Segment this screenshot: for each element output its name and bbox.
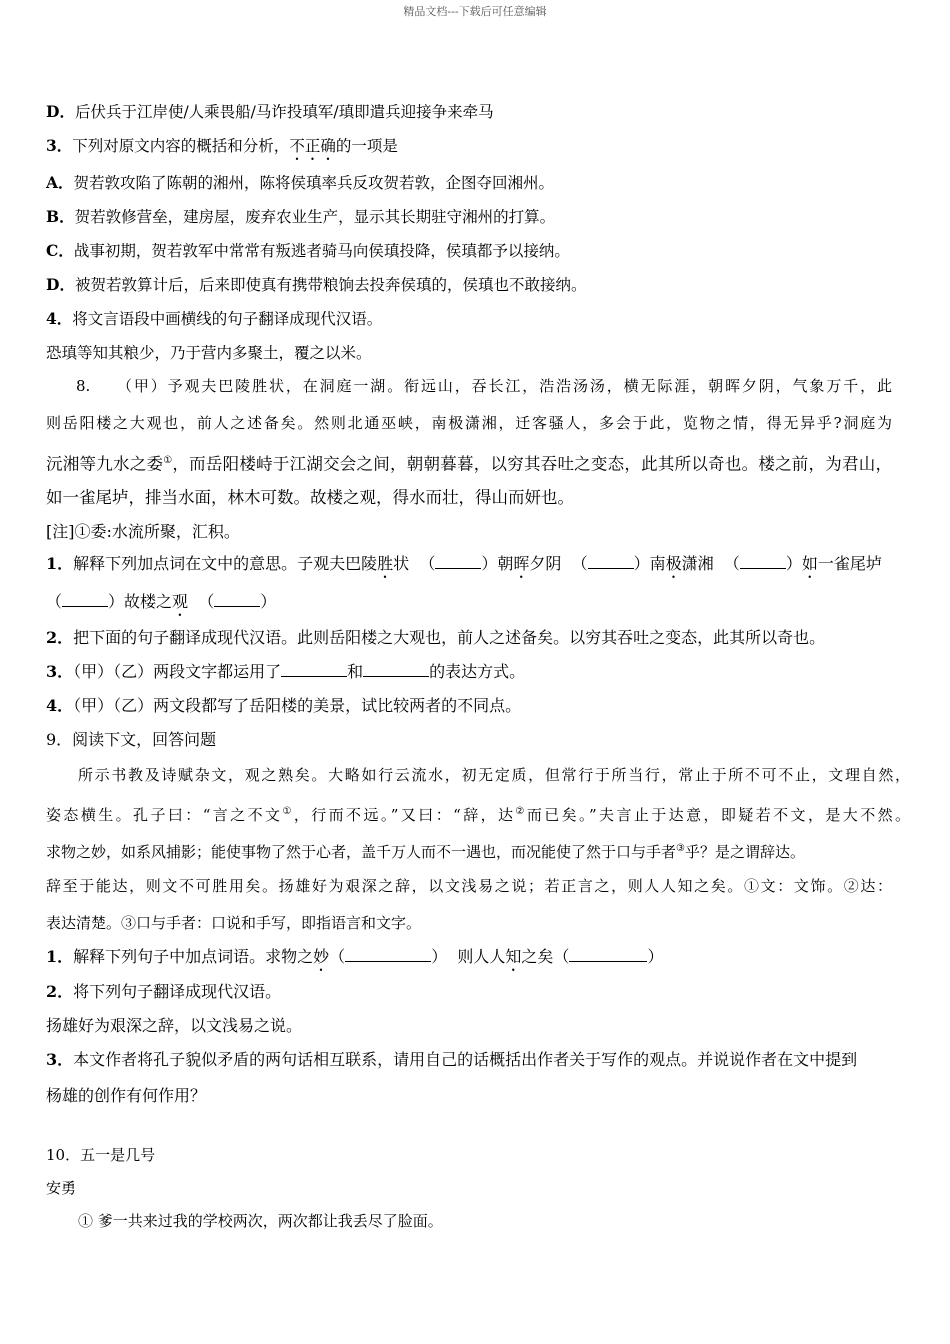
- q8-number: 8.: [76, 377, 91, 395]
- footnote-marker: ①: [163, 455, 173, 466]
- answer-blank[interactable]: [363, 662, 429, 677]
- q9-sub-1: 1．解释下列句子中加点词语。求物之妙（ ） 则人人知之矣（ ）: [46, 947, 664, 966]
- option-d: D．后伏兵于江岸使/人乘畏船/马诈投瑱军/瑱即遣兵迎接争来牵马: [46, 102, 494, 121]
- emphasized-text: 不正确: [289, 137, 336, 155]
- q9-sub-3-cont: 杨雄的创作有何作用？: [46, 1086, 207, 1105]
- q9-passage-line-1: 所示书教及诗赋杂文，观之熟矣。大略如行云流水，初无定质，但常行于所当行，常止于所不可不止，文理自然，: [78, 766, 910, 784]
- choice-b: B．贺若敦修营垒，建房屋，废弃农业生产，显示其长期驻守湘州的打算。: [46, 207, 556, 226]
- q8-passage-line-4: 如一雀尾垆，排当水面，林木可数。故楼之观，得水而壮，得山而妍也。: [46, 488, 574, 507]
- q8-passage-line-2: 则岳阳楼之大观也，前人之述备矣。然则北通巫峡，南极潇湘，迁客骚人，多会于此，览物之情，得无异乎?洞庭为: [46, 414, 892, 432]
- answer-blank[interactable]: [345, 947, 431, 962]
- answer-blank[interactable]: [281, 662, 347, 677]
- q8-sub-1: 1．解释下列加点词在文中的意思。子观夫巴陵胜状 （ ）朝晖夕阴 （ ）南极潇湘 （ ）如一雀尾垆: [46, 554, 882, 573]
- q10-paragraph-1: ① 爹一共来过我的学校两次，两次都让我丢尽了脸面。: [78, 1212, 443, 1230]
- q8-note: [注]①委:水流所聚，汇积。: [46, 522, 240, 541]
- q8-sub-3: 3．（甲）（乙）两段文字都运用了 和 的表达方式。: [46, 662, 526, 681]
- question-4: 4．将文言语段中画横线的句子翻译成现代汉语。: [46, 309, 383, 328]
- q9-sub-3: 3．本文作者将孔子貌似矛盾的两句话相互联系，请用自己的话概括出作者关于写作的观点。并说说作者在文中提到: [46, 1050, 858, 1069]
- q8-sub-1-cont: （ ）故楼之观 （ ）: [46, 592, 277, 611]
- option-d-text: 后伏兵于江岸使/人乘畏船/马诈投瑱军/瑱即遣兵迎接争来牵马: [74, 103, 494, 121]
- choice-d: D．被贺若敦算计后，后来即使真有携带粮饷去投奔侯瑱的，侯瑱也不敢接纳。: [46, 275, 587, 294]
- choice-a: A．贺若敦攻陷了陈朝的湘州，陈将侯瑱率兵反攻贺若敦，企图夺回湘州。: [46, 173, 555, 192]
- answer-blank[interactable]: [435, 554, 481, 569]
- answer-blank[interactable]: [62, 592, 108, 607]
- question-3: 3．下列对原文内容的概括和分析，不正确的一项是: [46, 136, 398, 155]
- answer-blank[interactable]: [740, 554, 786, 569]
- q9-title: 9．阅读下文，回答问题: [46, 730, 217, 749]
- q9-sub-2-text: 扬雄好为艰深之辞，以文浅易之说。: [46, 1016, 303, 1035]
- answer-blank[interactable]: [214, 592, 260, 607]
- q10-author: 安勇: [46, 1179, 77, 1197]
- q9-passage-line-5: 表达清楚。③口与手者：口说和手写，即指语言和文字。: [46, 914, 422, 932]
- page-header: 精品文档---下载后可任意编辑: [403, 5, 547, 18]
- q9-passage-line-2: 姿态横生。孔子曰：“言之不文①，行而不远。”又曰：“辞，达②而已矣。”夫言止于达意，即疑若不文，是大不然。: [46, 806, 911, 824]
- question-4-text: 恐瑱等知其粮少，乃于营内多聚土，覆之以米。: [46, 344, 372, 362]
- q9-passage-line-3: 求物之妙，如系风捕影；能使事物了然于心者，盖千万人而不一遇也，而况能使了然于口与手者③乎？是之谓辞达。: [46, 843, 805, 861]
- q10-title: 10．五一是几号: [46, 1146, 156, 1164]
- q8-sub-2: 2．把下面的句子翻译成现代汉语。此则岳阳楼之大观也，前人之述备矣。以穷其吞吐之变态，此其所以奇也。: [46, 628, 826, 647]
- answer-blank[interactable]: [588, 554, 634, 569]
- choice-c: C．战事初期，贺若敦军中常常有叛逃者骑马向侯瑱投降，侯瑱都予以接纳。: [46, 241, 570, 260]
- q8-passage-line-3: 沅湘等九水之委①，而岳阳楼峙于江湖交会之间，朝朝暮暮，以穷其吞吐之变态，此其所以奇也。楼之前，为君山，: [46, 454, 893, 474]
- q8-passage-line-1: 8. （甲）予观夫巴陵胜状，在洞庭一湖。衔远山，吞长江，浩浩汤汤，横无际涯，朝晖夕阴，气象万千，此: [76, 377, 892, 395]
- answer-blank[interactable]: [569, 947, 647, 962]
- q9-passage-line-4: 辞至于能达，则文不可胜用矣。扬雄好为艰深之辞，以文浅易之说；若正言之，则人人知之矣。①文：文饰。②达：: [46, 877, 892, 895]
- q9-sub-2: 2．将下列句子翻译成现代汉语。: [46, 982, 282, 1001]
- q8-sub-4: 4．（甲）（乙）两文段都写了岳阳楼的美景，试比较两者的不同点。: [46, 696, 522, 715]
